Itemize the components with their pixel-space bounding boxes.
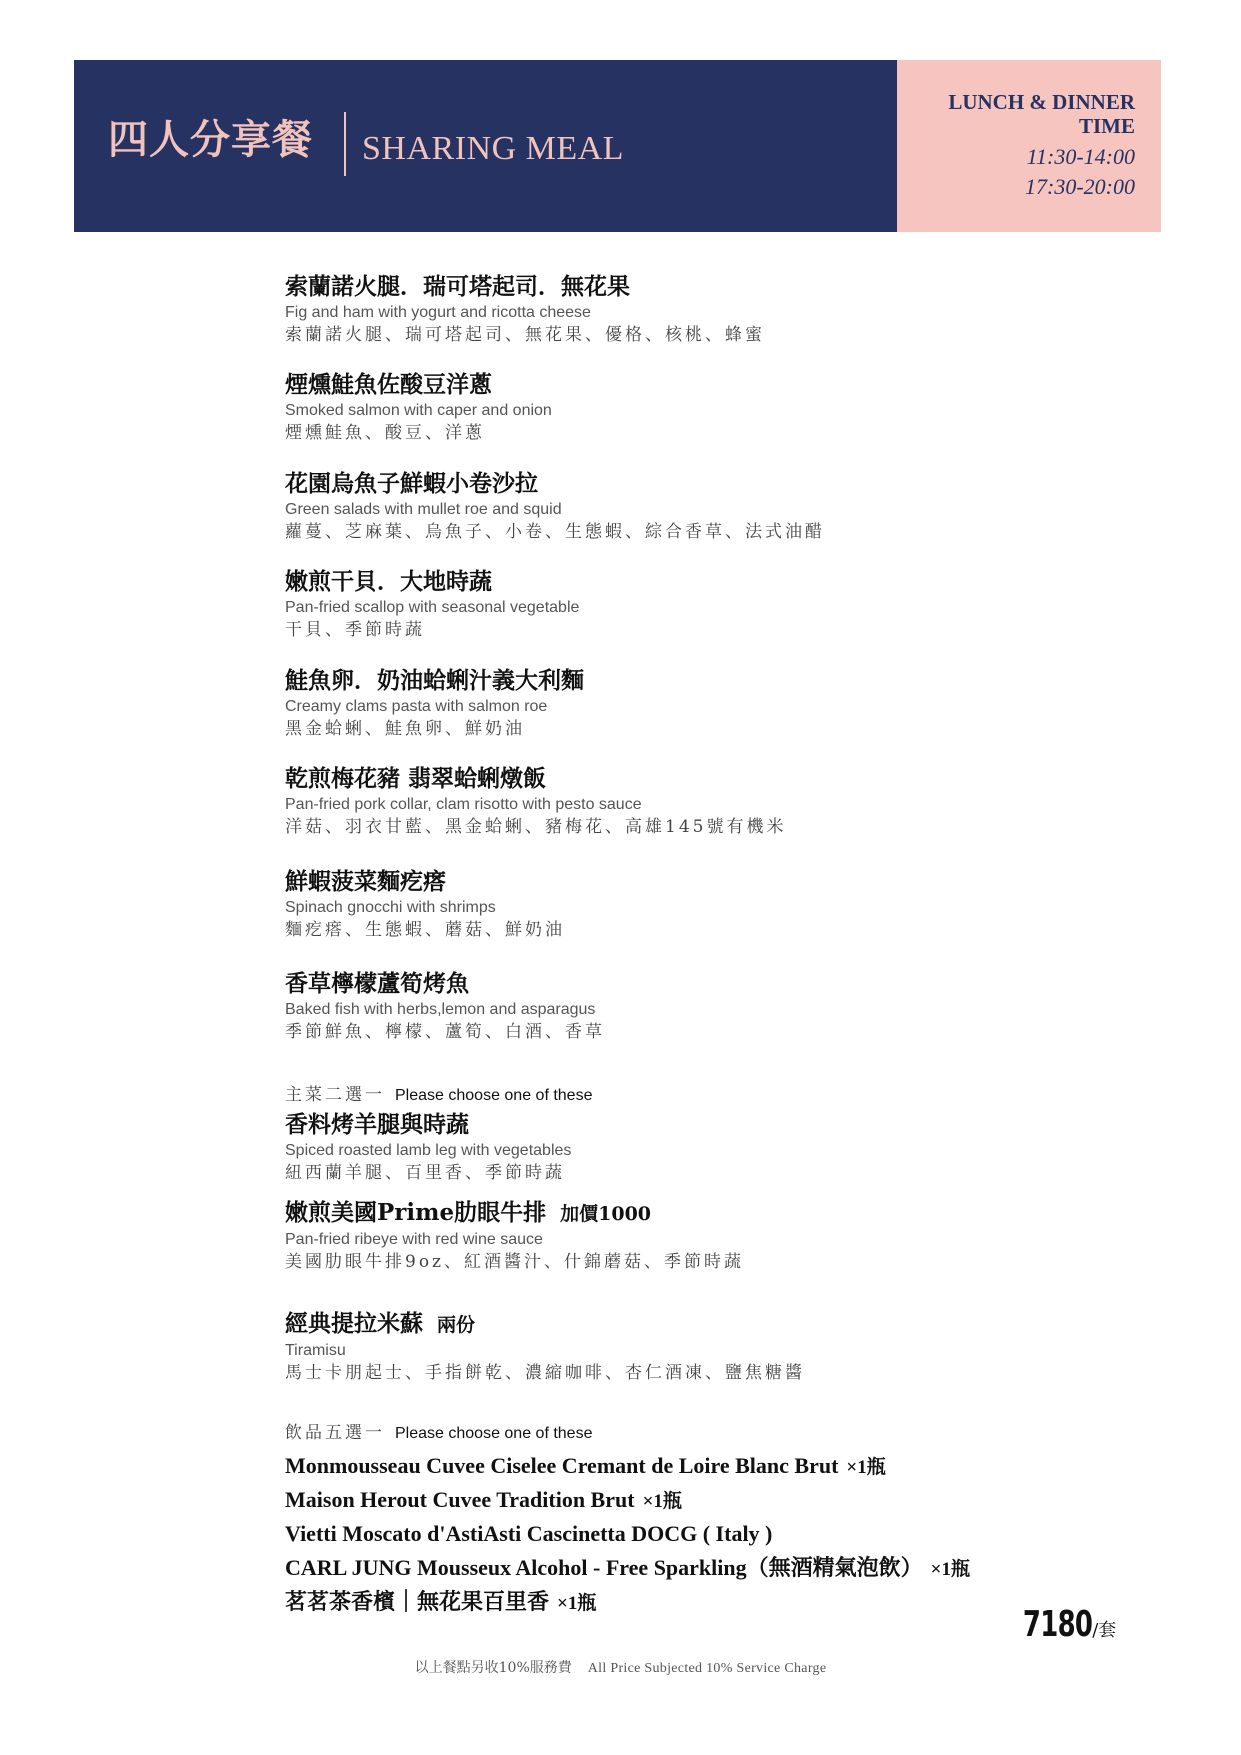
surcharge-label: 加價1000 (560, 1203, 652, 1225)
drink-quantity: ×1瓶 (557, 1593, 597, 1614)
dish-ingredients: 干貝、季節時蔬 (285, 620, 425, 640)
main-choice-label-en: Please choose one of these (395, 1087, 593, 1104)
dish-name-en: Smoked salmon with caper and onion (285, 402, 552, 419)
dish-name-en: Green salads with mullet roe and squid (285, 501, 562, 518)
main-option-title (285, 1198, 1045, 1229)
dish-name-en: Pan-fried scallop with seasonal vegetable (285, 599, 580, 616)
main-option-name-zh: 香料烤羊腿與時蔬 (285, 1111, 469, 1138)
time-label-line-2: TIME (1078, 114, 1135, 138)
main-option-name-en: Pan-fried ribeye with red wine sauce (285, 1231, 543, 1248)
drink-option (285, 1552, 1085, 1586)
main-option (285, 1110, 1045, 1185)
dish-name-zh: 嫩煎干貝．大地時蔬 (285, 568, 492, 595)
dessert-name-zh: 經典提拉米蘇 (285, 1310, 423, 1337)
drink-choice-label-en: Please choose one of these (395, 1425, 593, 1442)
dish-name-zh: 索蘭諾火腿．瑞可塔起司．無花果 (285, 273, 630, 300)
menu-title-english: SHARING MEAL (362, 130, 624, 167)
drink-options (285, 1450, 1085, 1620)
drink-option (285, 1518, 1085, 1552)
main-choice-label (285, 1083, 592, 1108)
menu-item (285, 969, 1045, 1044)
dish-name-en: Spinach gnocchi with shrimps (285, 899, 496, 916)
menu-item (285, 469, 1045, 544)
main-option-name-zh: 嫩煎美國Prime肋眼牛排 (285, 1199, 547, 1226)
dessert-name-en: Tiramisu (285, 1342, 346, 1359)
time-label (915, 90, 1135, 138)
main-option-name-en: Spiced roasted lamb leg with vegetables (285, 1142, 572, 1159)
set-price (996, 1604, 1116, 1645)
dish-name-zh: 鮮蝦菠菜麵疙瘩 (285, 868, 446, 895)
dessert-portion: 兩份 (437, 1314, 476, 1336)
service-charge-note (0, 1657, 1241, 1677)
drink-choice-label-zh: 飲品五選一 (285, 1423, 385, 1443)
dish-name-zh: 香草檸檬蘆筍烤魚 (285, 970, 469, 997)
main-option-ingredients: 紐西蘭羊腿、百里香、季節時蔬 (285, 1163, 565, 1183)
dish-ingredients: 煙燻鮭魚、酸豆、洋蔥 (285, 423, 485, 443)
menu-item (285, 567, 1045, 642)
dessert-item (285, 1309, 1045, 1385)
time-label-line-1: LUNCH & DINNER (948, 90, 1135, 114)
service-charge-en: All Price Subjected 10% Service Charge (587, 1661, 827, 1676)
main-option-ingredients: 美國肋眼牛排9oz、紅酒醬汁、什錦蘑菇、季節時蔬 (285, 1252, 745, 1272)
drink-quantity: ×1瓶 (642, 1491, 682, 1512)
main-option (285, 1198, 1045, 1274)
dish-name-en: Pan-fried pork collar, clam risotto with pesto sauce (285, 796, 642, 813)
drink-option (285, 1586, 1085, 1620)
dish-name-en: Baked fish with herbs,lemon and asparagus (285, 1001, 596, 1018)
drink-option (285, 1450, 1085, 1484)
menu-title-chinese: 四人分享餐 (108, 116, 313, 163)
drink-quantity: ×1瓶 (930, 1559, 970, 1580)
drink-name: CARL JUNG Mousseux Alcohol - Free Sparkling（無酒精氣泡飲） (285, 1555, 923, 1580)
menu-item (285, 867, 1045, 942)
header-title-panel (74, 60, 897, 232)
drink-quantity: ×1瓶 (846, 1457, 886, 1478)
menu-item (285, 764, 1045, 839)
dish-ingredients: 索蘭諾火腿、瑞可塔起司、無花果、優格、核桃、蜂蜜 (285, 325, 765, 345)
price-amount: 7180 (1022, 1604, 1093, 1645)
dinner-hours: 17:30-20:00 (1025, 174, 1135, 199)
dish-ingredients: 黑金蛤蜊、鮭魚卵、鮮奶油 (285, 719, 525, 739)
dessert-ingredients: 馬士卡朋起士、手指餅乾、濃縮咖啡、杏仁酒凍、鹽焦糖醬 (285, 1363, 805, 1383)
menu-item (285, 370, 1045, 445)
lunch-hours: 11:30-14:00 (1026, 144, 1135, 169)
menu-item (285, 666, 1045, 741)
drink-option (285, 1484, 1085, 1518)
dish-name-zh: 鮭魚卵．奶油蛤蜊汁義大利麵 (285, 667, 584, 694)
header-time-panel (897, 60, 1161, 232)
service-charge-zh: 以上餐點另收10%服務費 (414, 1660, 572, 1676)
menu-item (285, 272, 1045, 347)
service-hours (915, 142, 1135, 202)
title-divider (344, 112, 346, 176)
drink-name: Vietti Moscato d'AstiAsti Cascinetta DOCG ( Italy ) (285, 1521, 773, 1546)
dish-ingredients: 麵疙瘩、生態蝦、蘑菇、鮮奶油 (285, 920, 565, 940)
drink-name: 茗茗茶香檳｜無花果百里香 (285, 1589, 550, 1614)
dish-name-en: Fig and ham with yogurt and ricotta cheese (285, 304, 591, 321)
dish-name-zh: 花園烏魚子鮮蝦小卷沙拉 (285, 470, 538, 497)
dessert-title (285, 1309, 1045, 1340)
dish-ingredients: 洋菇、羽衣甘藍、黑金蛤蜊、豬梅花、高雄145號有機米 (285, 817, 787, 837)
price-unit: /套 (1092, 1620, 1117, 1641)
dish-name-zh: 乾煎梅花豬 翡翠蛤蜊燉飯 (285, 765, 547, 792)
dish-name-en: Creamy clams pasta with salmon roe (285, 698, 548, 715)
drink-name: Maison Herout Cuvee Tradition Brut (285, 1487, 635, 1512)
drink-name: Monmousseau Cuvee Ciselee Cremant de Loire Blanc Brut (285, 1453, 839, 1478)
drink-choice-label (285, 1421, 592, 1446)
dish-ingredients: 季節鮮魚、檸檬、蘆筍、白酒、香草 (285, 1022, 605, 1042)
dish-ingredients: 蘿蔓、芝麻葉、烏魚子、小卷、生態蝦、綜合香草、法式油醋 (285, 522, 825, 542)
dish-name-zh: 煙燻鮭魚佐酸豆洋蔥 (285, 371, 492, 398)
main-choice-label-zh: 主菜二選一 (285, 1085, 385, 1105)
